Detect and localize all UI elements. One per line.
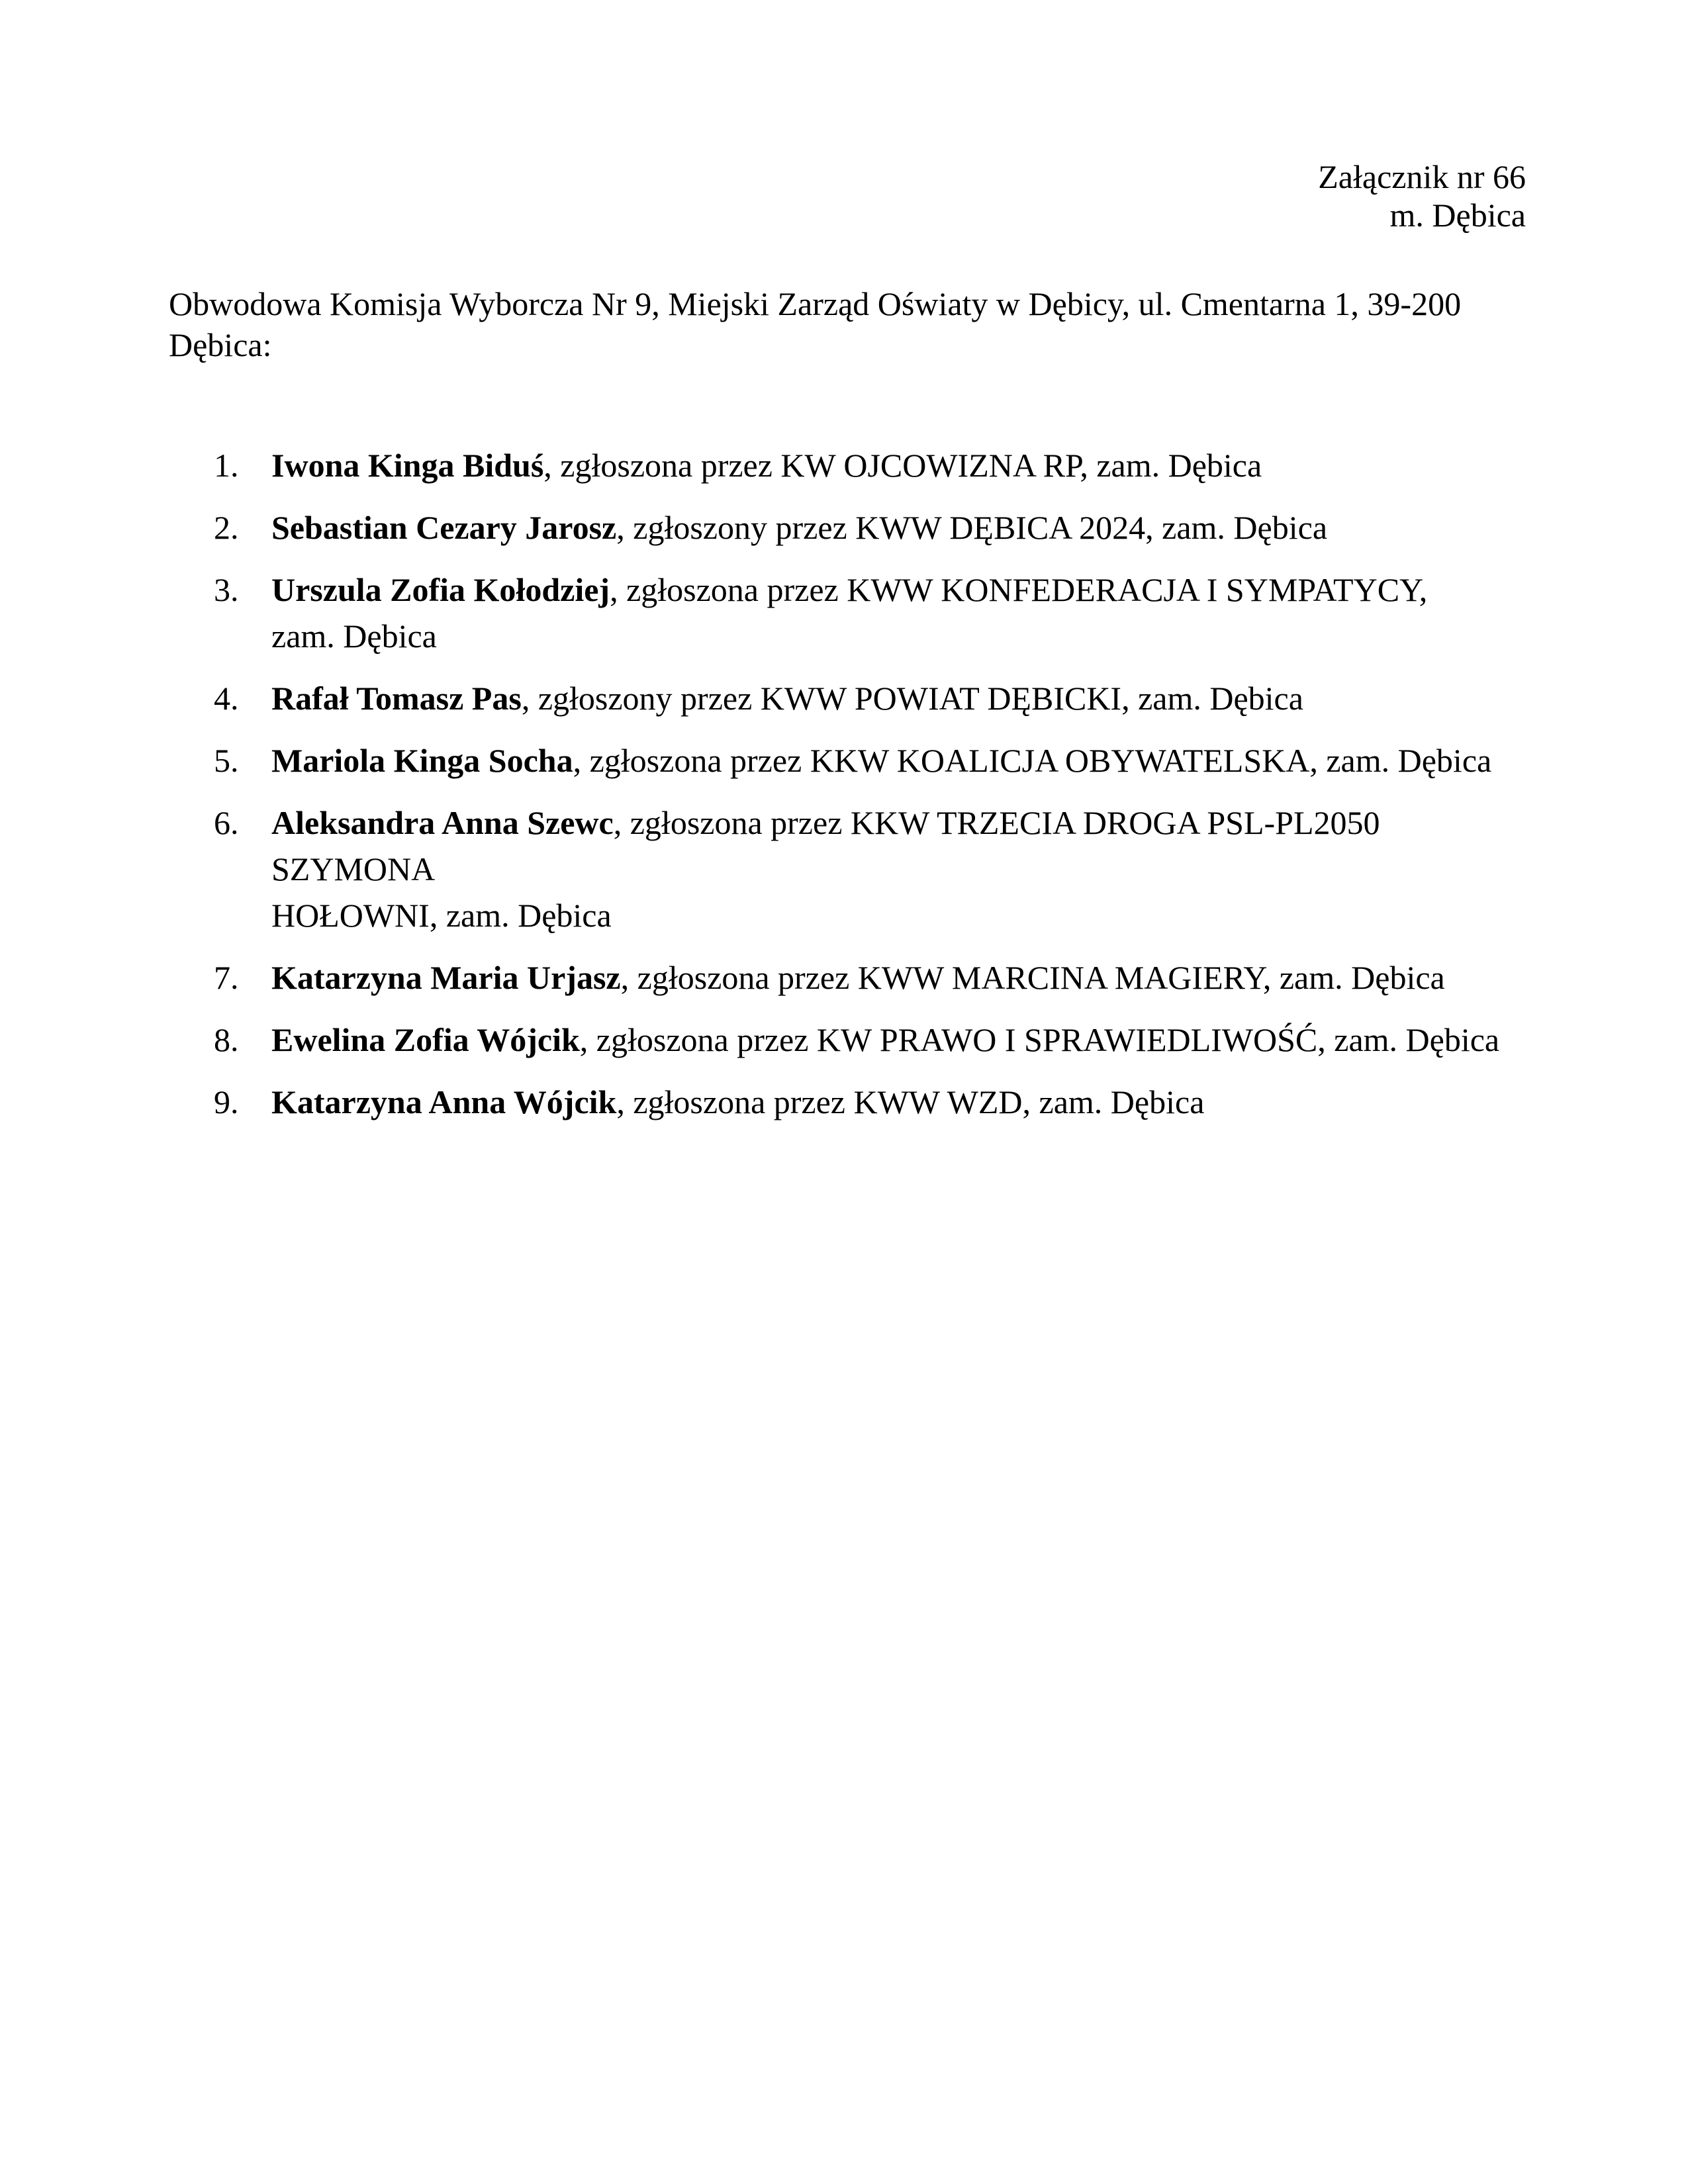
list-item-number: 6. (214, 804, 239, 841)
list-item-text (271, 675, 1526, 721)
list-item-number: 8. (214, 1021, 239, 1058)
candidate-details: , zgłoszona przez KKW KOALICJA OBYWATELSKA, zam. Dębica (573, 742, 1492, 779)
list-item (214, 954, 1526, 1001)
candidate-details-line2: HOŁOWNI, zam. Dębica (271, 897, 612, 934)
candidate-name: Iwona Kinga Biduś (271, 447, 544, 484)
candidate-details: , zgłoszona przez KWW KONFEDERACJA I SYMPATYCY, (610, 571, 1428, 608)
list-item (214, 799, 1526, 938)
list-item-number: 1. (214, 447, 239, 484)
list-item-text (271, 567, 1526, 659)
list-item-text (271, 737, 1526, 784)
list-item-number: 9. (214, 1083, 239, 1120)
candidate-list (214, 442, 1526, 1125)
list-item-number: 3. (214, 571, 239, 608)
candidate-name: Katarzyna Maria Urjasz (271, 959, 621, 996)
attachment-number: Załącznik nr 66 (1318, 158, 1526, 195)
candidate-details: , zgłoszona przez KW OJCOWIZNA RP, zam. Dębica (543, 447, 1262, 484)
list-item-text (271, 1079, 1526, 1125)
list-item-text (271, 954, 1526, 1001)
list-item (214, 1079, 1526, 1125)
list-item (214, 737, 1526, 784)
candidate-details: , zgłoszona przez KW PRAWO I SPRAWIEDLIWOŚĆ, zam. Dębica (579, 1021, 1500, 1058)
candidate-name: Rafał Tomasz Pas (271, 680, 522, 717)
list-item-text (271, 799, 1526, 938)
candidate-details: , zgłoszona przez KKW TRZECIA DROGA PSL-PL2050 SZYMONA (271, 804, 1380, 887)
list-item (214, 442, 1526, 488)
candidate-details: , zgłoszony przez KWW DĘBICA 2024, zam. Dębica (616, 509, 1328, 546)
candidate-details: , zgłoszony przez KWW POWIAT DĘBICKI, zam. Dębica (521, 680, 1303, 717)
candidate-name: Mariola Kinga Socha (271, 742, 573, 779)
list-item-number: 2. (214, 509, 239, 546)
attachment-header (169, 158, 1526, 234)
candidate-details-line2: zam. Dębica (271, 617, 437, 655)
list-item (214, 567, 1526, 659)
list-item-number: 7. (214, 959, 239, 996)
list-item-text (271, 504, 1526, 551)
list-item-number: 4. (214, 680, 239, 717)
candidate-name: Katarzyna Anna Wójcik (271, 1083, 617, 1120)
commission-address-line: Obwodowa Komisja Wyborcza Nr 9, Miejski Zarząd Oświaty w Dębicy, ul. Cmentarna 1, 39-200 Dębica: (169, 285, 1462, 363)
list-item (214, 675, 1526, 721)
candidate-details: , zgłoszona przez KWW WZD, zam. Dębica (616, 1083, 1205, 1120)
candidate-details: , zgłoszona przez KWW MARCINA MAGIERY, zam. Dębica (620, 959, 1445, 996)
list-item (214, 1017, 1526, 1063)
list-item-text (271, 442, 1526, 488)
candidate-name: Urszula Zofia Kołodziej (271, 571, 610, 608)
attachment-location: m. Dębica (1389, 197, 1526, 234)
list-item-text (271, 1017, 1526, 1063)
list-item-number: 5. (214, 742, 239, 779)
list-item (214, 504, 1526, 551)
candidate-name: Ewelina Zofia Wójcik (271, 1021, 580, 1058)
candidate-name: Sebastian Cezary Jarosz (271, 509, 617, 546)
candidate-name: Aleksandra Anna Szewc (271, 804, 614, 841)
